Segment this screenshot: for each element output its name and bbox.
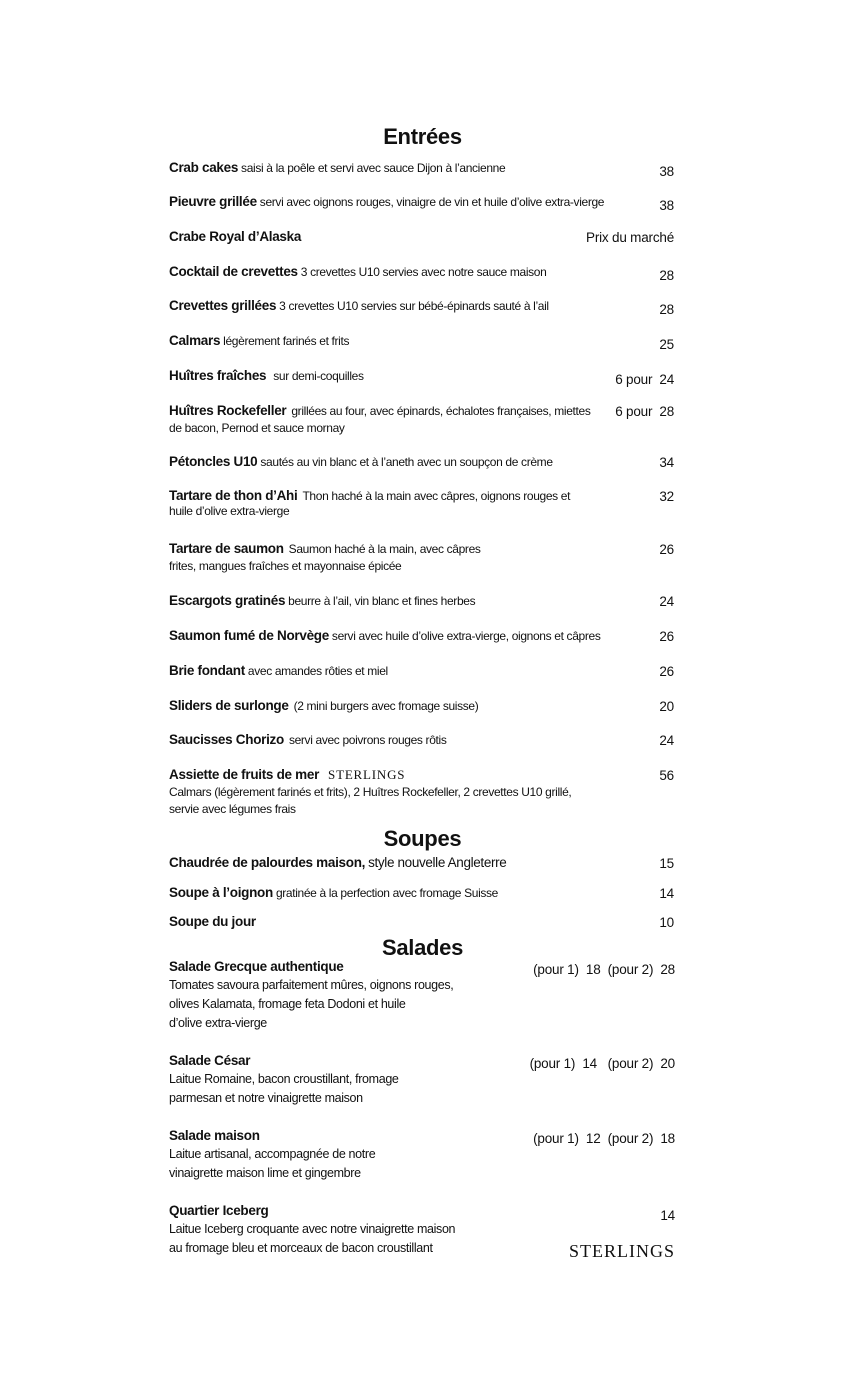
item-desc: 3 crevettes U10 servies sur bébé-épinards sauté à l’ail bbox=[279, 299, 549, 313]
menu-item bbox=[169, 731, 674, 749]
item-name: Saucisses Chorizo bbox=[169, 732, 284, 747]
menu-item bbox=[169, 332, 674, 350]
item-desc: (2 mini burgers avec fromage suisse) bbox=[293, 699, 479, 713]
item-desc-line1: Laitue Romaine, bacon croustillant, fromage bbox=[169, 1072, 399, 1086]
item-desc: gratinée à la perfection avec fromage Suisse bbox=[275, 886, 499, 900]
item-name: Sliders de surlonge bbox=[169, 698, 289, 713]
menu-item bbox=[169, 662, 674, 680]
item-desc-line2: vinaigrette maison lime et gingembre bbox=[169, 1166, 361, 1180]
menu-item bbox=[169, 884, 674, 902]
item-desc: légèrement farinés et frits bbox=[223, 334, 350, 348]
item-desc: sautés au vin blanc et à l’aneth avec un soupçon de crème bbox=[260, 455, 553, 469]
menu-item bbox=[169, 957, 674, 1033]
item-desc-line1: Laitue artisanal, accompagnée de notre bbox=[169, 1147, 376, 1161]
item-desc-line1: Tomates savoura parfaitement mûres, oignons rouges, bbox=[169, 978, 454, 992]
item-price: (pour 1) 18 (pour 2) 28 bbox=[533, 962, 675, 977]
menu-item bbox=[169, 228, 674, 246]
item-price: 25 bbox=[659, 337, 674, 352]
item-name: Salade Grecque authentique bbox=[169, 959, 344, 974]
menu-item bbox=[169, 592, 674, 610]
item-price: 34 bbox=[659, 455, 674, 470]
item-name: Chaudrée de palourdes maison, bbox=[169, 855, 366, 870]
item-price: 6 pour 24 bbox=[615, 372, 674, 387]
item-name: Pétoncles U10 bbox=[169, 454, 258, 469]
item-desc-line2: Calmars (légèrement farinés et frits), 2 Huîtres Rockefeller, 2 crevettes U10 grillé, bbox=[169, 785, 572, 799]
item-name: Calmars bbox=[169, 333, 221, 348]
item-name: Escargots gratinés bbox=[169, 593, 286, 608]
brand-logo: STERLINGS bbox=[328, 767, 406, 782]
item-desc-line2: au fromage bleu et morceaux de bacon croustillant bbox=[169, 1241, 433, 1255]
brand-logo-footer: STERLINGS bbox=[568, 1241, 675, 1261]
item-price: 6 pour 28 bbox=[615, 404, 674, 419]
item-price: 26 bbox=[659, 629, 674, 644]
item-price: 24 bbox=[659, 733, 674, 748]
item-desc-line3: d’olive extra-vierge bbox=[169, 1016, 267, 1030]
item-desc-line3: servie avec légumes frais bbox=[169, 802, 296, 816]
item-desc-line2: olives Kalamata, fromage feta Dodoni et huile bbox=[169, 997, 406, 1011]
menu-item bbox=[169, 1051, 674, 1108]
item-name: Huîtres fraîches bbox=[169, 368, 267, 383]
item-desc: servi avec poivrons rouges rôtis bbox=[288, 733, 447, 747]
item-name: Soupe du jour bbox=[169, 914, 256, 929]
menu-item bbox=[169, 159, 674, 177]
item-name: Quartier Iceberg bbox=[169, 1203, 269, 1218]
menu-item bbox=[169, 913, 674, 931]
item-name: Tartare de thon d’Ahi bbox=[169, 488, 298, 503]
menu-item bbox=[169, 488, 674, 519]
item-name: Crevettes grillées bbox=[169, 298, 277, 313]
item-name: Soupe à l’oignon bbox=[169, 885, 273, 900]
item-price: 26 bbox=[659, 542, 674, 557]
section-title-entrees: Entrées bbox=[383, 124, 462, 149]
item-price: 38 bbox=[659, 164, 674, 179]
item-name: Salade maison bbox=[169, 1128, 260, 1143]
item-price: 32 bbox=[659, 489, 674, 504]
menu-item bbox=[169, 263, 674, 281]
item-desc: Saumon haché à la main, avec câpres bbox=[288, 542, 481, 556]
item-desc-line2: huile d’olive extra-vierge bbox=[169, 504, 290, 518]
item-price: 24 bbox=[659, 594, 674, 609]
item-desc: servi avec oignons rouges, vinaigre de vin et huile d’olive extra-vierge bbox=[259, 195, 605, 209]
menu-item bbox=[169, 766, 674, 818]
item-price: 14 bbox=[659, 886, 674, 901]
menu-item bbox=[169, 193, 674, 211]
item-desc: 3 crevettes U10 servies avec notre sauce maison bbox=[300, 265, 547, 279]
section-title-soupes: Soupes bbox=[383, 826, 462, 851]
item-desc-line2: frites, mangues fraîches et mayonnaise épicée bbox=[169, 559, 402, 573]
item-desc: avec amandes rôties et miel bbox=[247, 664, 388, 678]
item-price: 38 bbox=[659, 198, 674, 213]
item-desc: saisi à la poêle et servi avec sauce Dijon à l’ancienne bbox=[241, 161, 506, 175]
item-name: Brie fondant bbox=[169, 663, 245, 678]
item-name: Cocktail de crevettes bbox=[169, 264, 298, 279]
menu-item bbox=[169, 854, 674, 872]
item-price: 20 bbox=[659, 699, 674, 714]
item-name: Pieuvre grillée bbox=[169, 194, 257, 209]
item-name: Crabe Royal d’Alaska bbox=[169, 229, 302, 244]
item-desc-line1: Laitue Iceberg croquante avec notre vinaigrette maison bbox=[169, 1222, 456, 1236]
item-desc-line2: parmesan et notre vinaigrette maison bbox=[169, 1091, 363, 1105]
menu-item bbox=[169, 627, 674, 645]
item-price: 28 bbox=[659, 302, 674, 317]
item-desc: Thon haché à la main avec câpres, oignons rouges et bbox=[302, 489, 571, 503]
item-name: Crab cakes bbox=[169, 160, 239, 175]
menu-item bbox=[169, 697, 674, 715]
item-desc: sur demi-coquilles bbox=[273, 369, 364, 383]
item-price: 26 bbox=[659, 664, 674, 679]
item-price: 14 bbox=[660, 1208, 675, 1223]
item-name: Tartare de saumon bbox=[169, 541, 284, 556]
item-name: Saumon fumé de Norvège bbox=[169, 628, 329, 643]
item-desc: servi avec huile d’olive extra-vierge, oignons et câpres bbox=[331, 629, 601, 643]
item-name: Assiette de fruits de mer bbox=[169, 767, 320, 782]
menu-item bbox=[169, 540, 674, 575]
item-price: (pour 1) 12 (pour 2) 18 bbox=[533, 1131, 675, 1146]
menu-item bbox=[169, 367, 674, 385]
item-name: Huîtres Rockefeller bbox=[169, 403, 287, 418]
section-title-salades: Salades bbox=[381, 935, 464, 960]
menu-item bbox=[169, 453, 674, 471]
item-name: Salade César bbox=[169, 1053, 251, 1068]
menu-item bbox=[169, 402, 674, 437]
item-price: (pour 1) 14 (pour 2) 20 bbox=[529, 1056, 675, 1071]
item-desc: grillées au four, avec épinards, échalotes françaises, miettes bbox=[291, 404, 591, 418]
menu-item bbox=[169, 297, 674, 315]
item-price: 28 bbox=[659, 268, 674, 283]
item-price: 56 bbox=[659, 768, 674, 783]
item-desc-line2: de bacon, Pernod et sauce mornay bbox=[169, 421, 345, 435]
menu-item bbox=[169, 1126, 674, 1183]
item-desc: style nouvelle Angleterre bbox=[368, 855, 507, 870]
item-price: 10 bbox=[659, 915, 674, 930]
item-price: 15 bbox=[659, 856, 674, 871]
item-price: Prix du marché bbox=[586, 230, 674, 245]
item-desc: beurre à l’ail, vin blanc et fines herbes bbox=[288, 594, 476, 608]
